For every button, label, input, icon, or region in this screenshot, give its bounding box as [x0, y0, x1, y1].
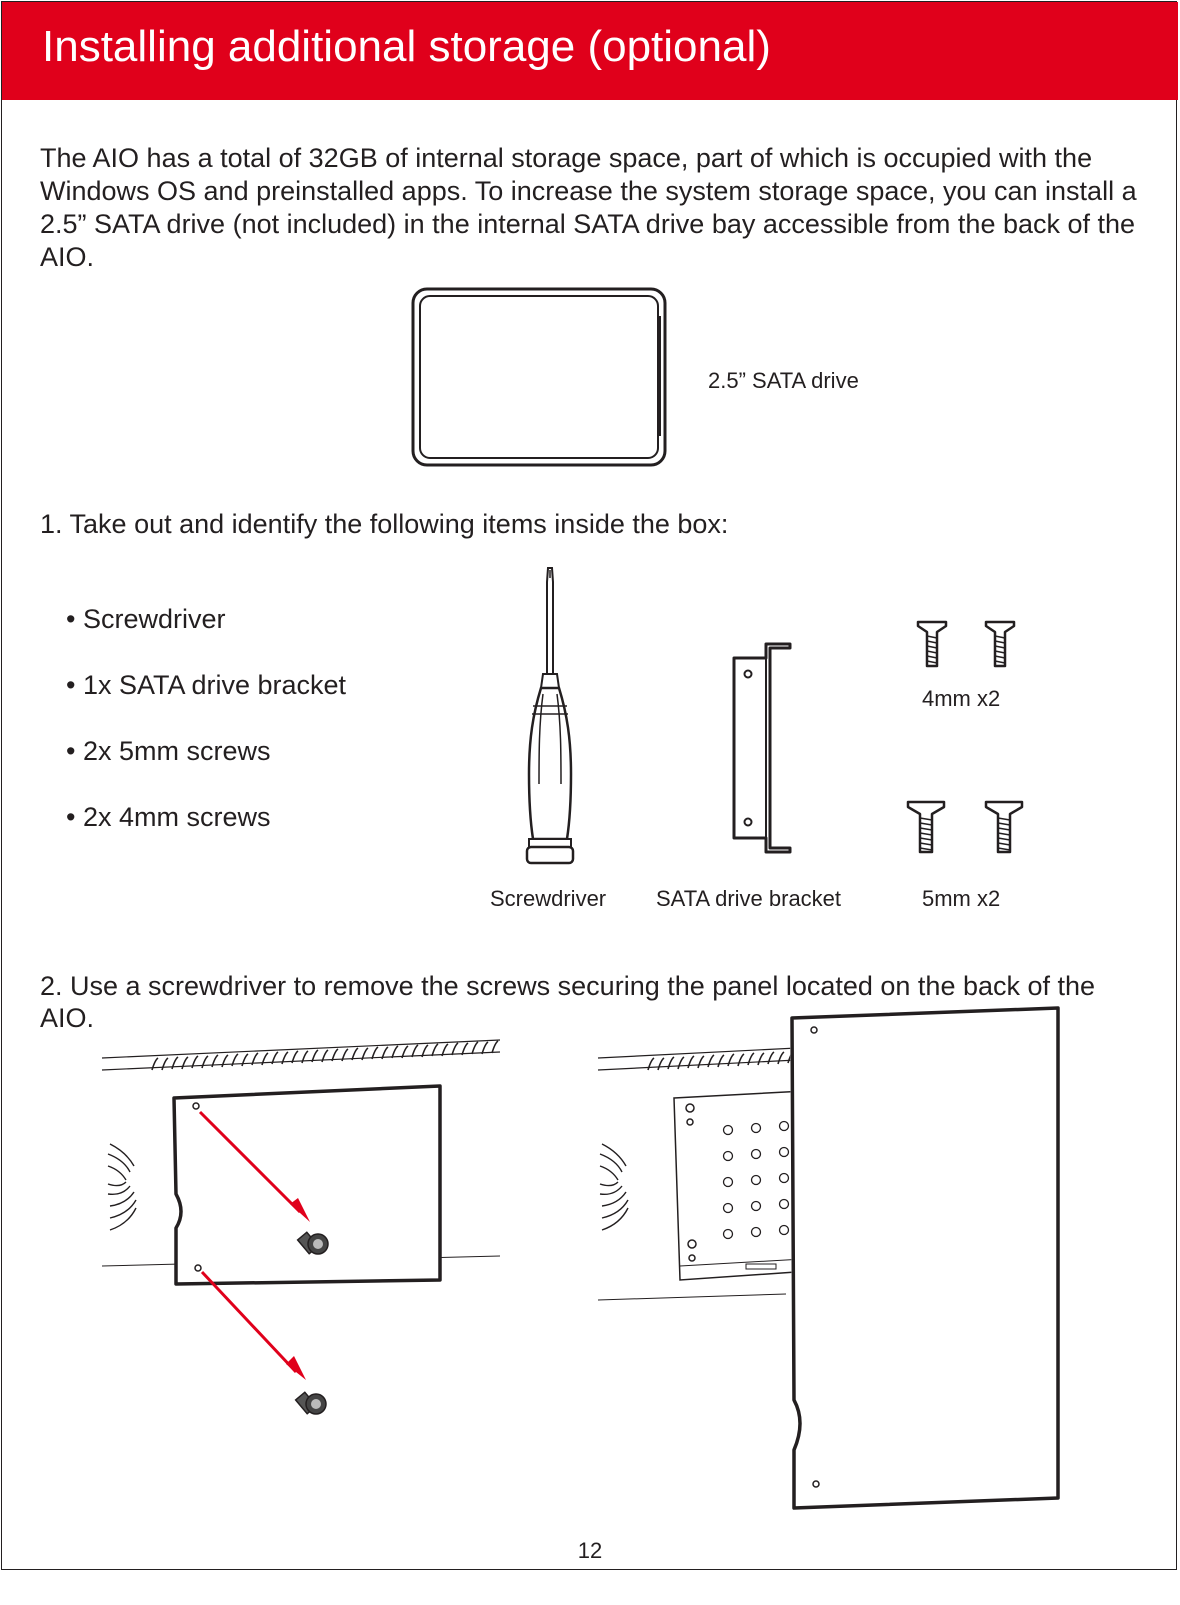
sata-drive-illustration [410, 286, 670, 468]
page-title: Installing additional storage (optional) [42, 22, 771, 71]
page-number: 12 [577, 1538, 603, 1563]
bracket-caption: SATA drive bracket [656, 886, 842, 911]
screwdriver-illustration [515, 564, 585, 868]
screws-4mm-caption: 4mm x2 [922, 686, 1001, 711]
sata-drive-caption: 2.5” SATA drive [708, 368, 859, 393]
list-item: • Screwdriver [66, 604, 226, 634]
drive-bay-cover-panel [776, 1002, 1066, 1536]
sata-bracket-illustration [724, 638, 794, 856]
step-1-text: 1. Take out and identify the following items inside the box: [40, 509, 729, 539]
list-item: • 2x 4mm screws [66, 802, 271, 832]
screw-5mm-icon [984, 800, 1024, 856]
screw-4mm-icon [916, 620, 948, 670]
screw-5mm-icon [906, 800, 946, 856]
screw-icon [294, 1384, 334, 1424]
screw-4mm-icon [984, 620, 1016, 670]
arrow-icon [100, 1034, 510, 1414]
intro-paragraph: The AIO has a total of 32GB of internal storage space, part of which is occupied with the Windows OS and preinstalled apps. To increase the system storage space, you can install a 2.5” SATA drive (not included) in the internal SATA drive bay accessible from the back of the AIO. [40, 143, 1137, 272]
screwdriver-caption: Screwdriver [490, 886, 607, 911]
list-item: • 2x 5mm screws [66, 736, 271, 766]
step-2-text: 2. Use a screwdriver to remove the screws securing the panel located on the back of the AIO. [40, 971, 1096, 1033]
screws-5mm-caption: 5mm x2 [922, 886, 1001, 911]
list-item: • 1x SATA drive bracket [66, 670, 347, 700]
